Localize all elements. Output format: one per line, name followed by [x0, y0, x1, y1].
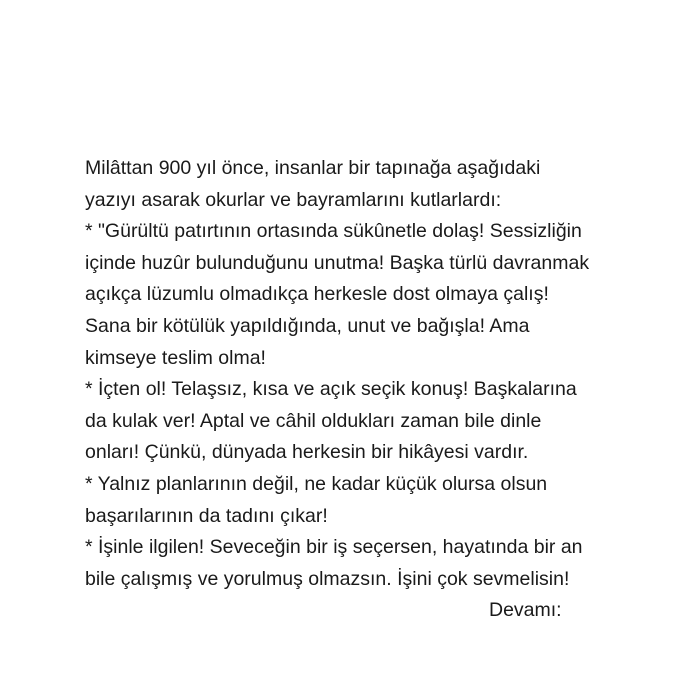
text-line: onları! Çünkü, dünyada herkesin bir hikâyesi vardır.	[85, 441, 529, 464]
text-line: bile çalışmış ve yorulmuş olmazsın. İşini çok sevmelisin!	[85, 567, 570, 590]
text-line: açıkça lüzumlu olmadıkça herkesle dost olmaya çalış!	[85, 283, 549, 306]
text-line: içinde huzûr bulunduğunu unutma! Başka türlü davranmak	[85, 251, 590, 274]
text-line: * "Gürültü patırtının ortasında sükûnetle dolaş! Sessizliğin	[85, 220, 582, 243]
continued-label: Devamı:	[489, 599, 562, 622]
text-line: yazıyı asarak okurlar ve bayramlarını kutlarlardı:	[85, 188, 502, 211]
text-line: Milâttan 900 yıl önce, insanlar bir tapınağa aşağıdaki	[85, 157, 541, 179]
text-line: * Yalnız planlarının değil, ne kadar küçük olursa olsun	[85, 472, 548, 495]
text-line: * İşinle ilgilen! Seveceğin bir iş seçersen, hayatında bir an	[85, 536, 583, 559]
text-line: * İçten ol! Telaşsız, kısa ve açık seçik konuş! Başkalarına	[85, 378, 577, 401]
text-line: kimseye teslim olma!	[85, 346, 266, 369]
quote-text	[85, 153, 685, 627]
text-line: başarılarının da tadını çıkar!	[85, 504, 328, 527]
text-line: Sana bir kötülük yapıldığında, unut ve bağışla! Ama	[85, 314, 530, 337]
text-line: da kulak ver! Aptal ve câhil oldukları zaman bile dinle	[85, 409, 542, 432]
